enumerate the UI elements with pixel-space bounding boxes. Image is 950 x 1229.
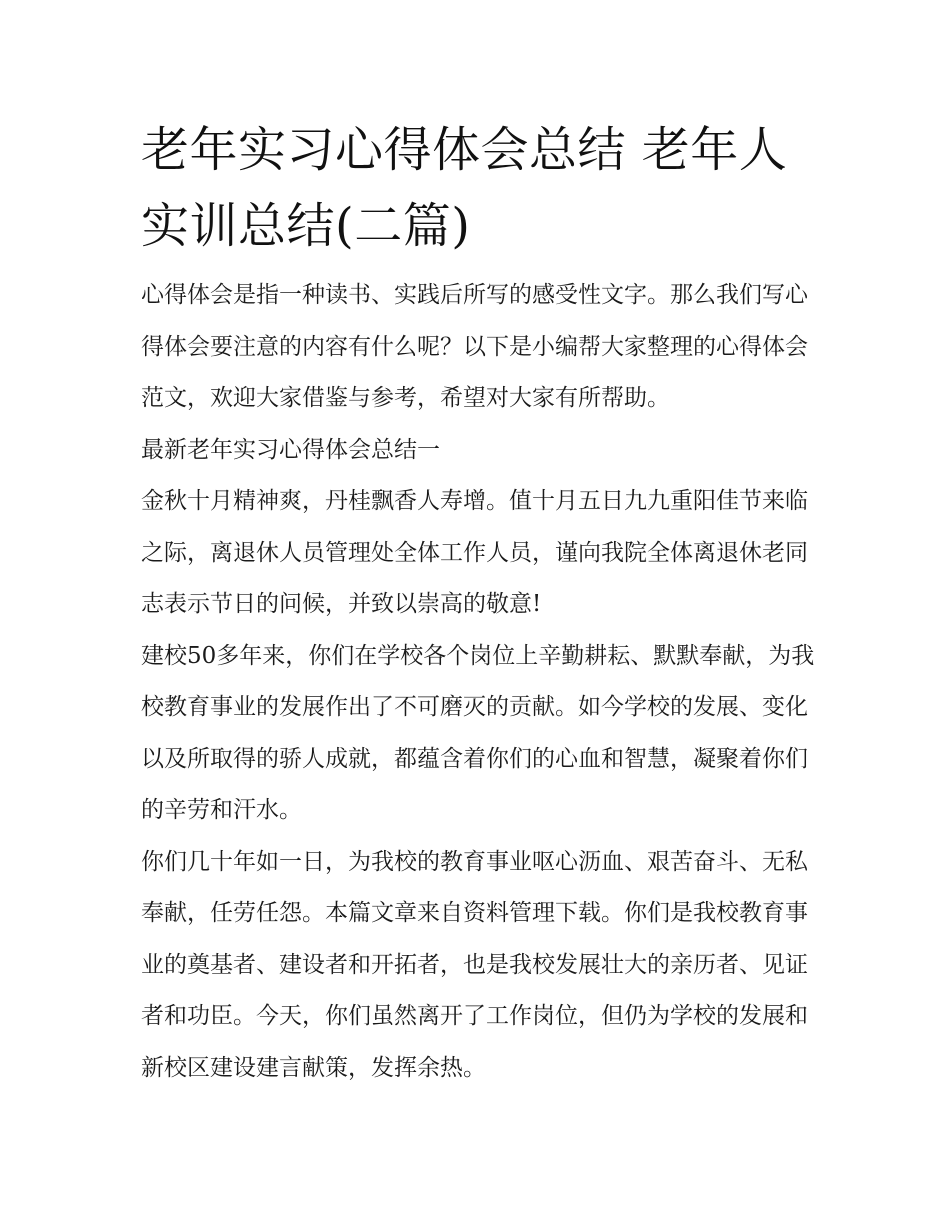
body-paragraph-dedication: 你们几十年如一日，为我校的教育事业呕心沥血、艰苦奋斗、无私奉献，任劳任怨。本篇文章来自资料管理下载。你们是我校教育事业的奠基者、建设者和开拓者，也是我校发展壮大的亲历者、见证者和功臣。今天，你们虽然离开了工作岗位，但仍为学校的发展和新校区建设建言献策，发挥余热。 <box>141 848 808 1081</box>
document-content <box>141 112 821 1094</box>
body-paragraph-contribution: 建校50多年来，你们在学校各个岗位上辛勤耕耘、默默奉献，为我校教育事业的发展作出了不可磨灭的贡献。如今学校的发展、变化以及所取得的骄人成就，都蕴含着你们的心血和智慧，凝聚着你们的辛劳和汗水。 <box>141 642 815 823</box>
body-paragraph-greeting: 金秋十月精神爽，丹桂飘香人寿增。值十月五日九九重阳佳节来临之际，离退休人员管理处全体工作人员，谨向我院全体离退休老同志表示节日的问候，并致以崇高的敬意! <box>141 488 808 617</box>
section-heading: 最新老年实习心得体会总结一 <box>141 436 440 463</box>
intro-paragraph: 心得体会是指一种读书、实践后所写的感受性文字。那么我们写心得体会要注意的内容有什么呢？以下是小编帮大家整理的心得体会范文，欢迎大家借鉴与参考，希望对大家有所帮助。 <box>141 282 808 411</box>
document-title: 老年实习心得体会总结 老年人实训总结(二篇) <box>141 122 788 254</box>
